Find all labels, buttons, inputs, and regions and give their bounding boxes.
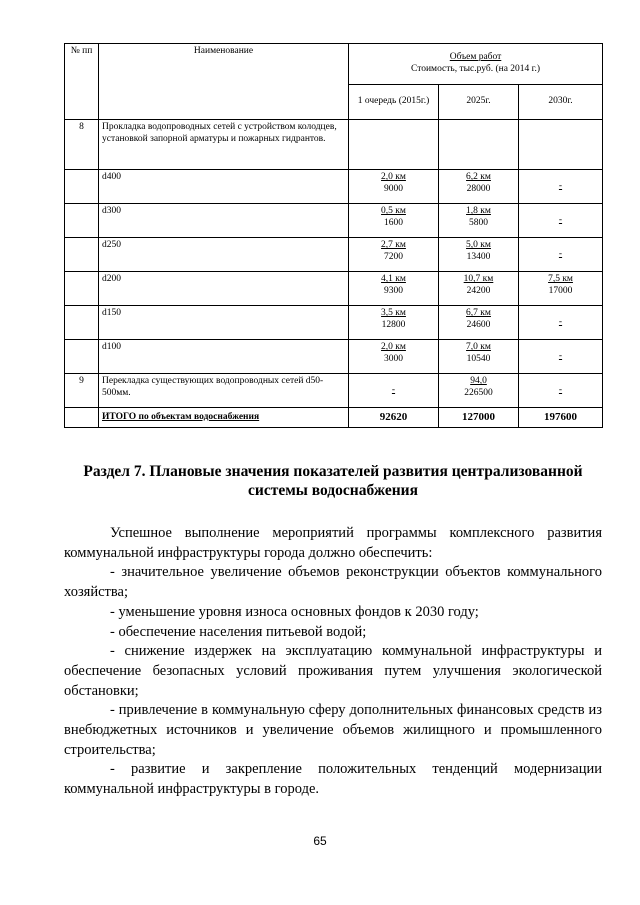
row-c3 — [519, 340, 603, 374]
bullet-item: - развитие и закрепление положительных тенденций модернизации коммунальной инфраструктуры в городе. — [64, 761, 602, 798]
cost-value: 7200 — [384, 251, 403, 262]
row-name: d400 — [99, 170, 349, 204]
header-col3: 2030г. — [519, 85, 603, 120]
cost-value: 5800 — [469, 217, 488, 228]
intro-paragraph: Успешное выполнение мероприятий программы комплексного развития коммунальной инфраструктуры города должно обеспечить: — [64, 525, 602, 561]
cost-value: 12800 — [381, 319, 406, 330]
row-c1 — [349, 272, 439, 306]
row-num: 8 — [65, 120, 99, 170]
length-value: 4,1 км — [381, 274, 406, 284]
row-c2 — [439, 272, 519, 306]
row-num — [65, 272, 99, 306]
row-name: d200 — [99, 272, 349, 306]
length-value: 7,5 км — [548, 274, 573, 284]
row-num: 9 — [65, 374, 99, 408]
row-c1 — [349, 306, 439, 340]
section-heading: Раздел 7. Плановые значения показателей развития централизованной системы водоснабжения — [83, 463, 583, 499]
cost-value: 1600 — [384, 217, 403, 228]
length-value: 6,7 км — [466, 308, 491, 318]
table-row — [65, 170, 603, 204]
bullet-item: - уменьшение уровня износа основных фондов к 2030 году; — [110, 603, 479, 620]
row-c3 — [519, 170, 603, 204]
row-c2 — [439, 340, 519, 374]
page-number: 65 — [313, 834, 327, 848]
row-c1 — [349, 374, 439, 408]
row-num — [65, 204, 99, 238]
works-table — [64, 43, 603, 428]
section-body — [64, 524, 602, 800]
cost-value: 9300 — [384, 285, 403, 296]
header-name: Наименование — [99, 44, 349, 120]
row-c3 — [519, 238, 603, 272]
row-name: d100 — [99, 340, 349, 374]
total-num — [65, 408, 99, 428]
header-col1: 1 очередь (2015г.) — [349, 85, 439, 120]
dash-mark: - — [391, 384, 396, 395]
total-c1: 92620 — [349, 408, 439, 428]
cost-value: 9000 — [384, 183, 403, 194]
header-volume: Объем работ — [449, 52, 502, 63]
row-num — [65, 340, 99, 374]
total-label — [99, 408, 349, 428]
table-row — [65, 272, 603, 306]
header-num: № пп — [65, 44, 99, 120]
cost-value: 28000 — [466, 183, 491, 194]
cost-value: 24600 — [466, 319, 491, 330]
length-value: 1,8 км — [466, 206, 491, 216]
length-value: 5,0 км — [466, 240, 491, 250]
cost-value: 13400 — [466, 251, 491, 262]
row-num — [65, 306, 99, 340]
dash-mark: - — [558, 316, 563, 327]
table-row — [65, 306, 603, 340]
table-row — [65, 204, 603, 238]
bullet-item: - обеспечение населения питьевой водой; — [110, 623, 367, 640]
length-value: 7,0 км — [466, 342, 491, 352]
row-c2 — [439, 120, 519, 170]
row-c2 — [439, 306, 519, 340]
row-name: d300 — [99, 204, 349, 238]
cost-value: 24200 — [466, 285, 491, 296]
table-row — [65, 340, 603, 374]
table-row — [65, 374, 603, 408]
row-c2 — [439, 170, 519, 204]
length-value: 3,5 км — [381, 308, 406, 318]
row-c3 — [519, 204, 603, 238]
dash-mark: - — [558, 214, 563, 225]
bullet-item: - значительное увеличение объемов реконструкции объектов коммунального хозяйства; — [64, 564, 602, 601]
row-c1 — [349, 238, 439, 272]
length-value: 2,0 км — [381, 172, 406, 182]
row-c3 — [519, 272, 603, 306]
table-row — [65, 120, 603, 170]
bullet-item: - привлечение в коммунальную сферу дополнительных финансовых средств из внебюджетных источников и увеличение объемов жилищного и промышленного строительства; — [64, 702, 602, 758]
row-c1 — [349, 120, 439, 170]
header-col2: 2025г. — [439, 85, 519, 120]
length-value: 2,7 км — [381, 240, 406, 250]
row-c3 — [519, 374, 603, 408]
header-cost: Стоимость, тыс.руб. (на 2014 г.) — [410, 64, 541, 74]
row-c2 — [439, 204, 519, 238]
dash-mark: - — [558, 180, 563, 191]
dash-mark: - — [558, 248, 563, 259]
total-c3: 197600 — [519, 408, 603, 428]
length-value: 0,5 км — [381, 206, 406, 216]
row-c2 — [439, 374, 519, 408]
dash-mark: - — [558, 350, 563, 361]
cost-value: 3000 — [384, 353, 403, 364]
total-label-text: ИТОГО по объектам водоснабжения — [102, 411, 260, 422]
table-row — [65, 238, 603, 272]
row-name: Перекладка существующих водопроводных сетей d50-500мм. — [99, 374, 349, 408]
row-name: Прокладка водопроводных сетей с устройством колодцев, установкой запорной арматуры и пожарных гидрантов. — [99, 120, 349, 170]
total-c2: 127000 — [439, 408, 519, 428]
length-value: 6,2 км — [466, 172, 491, 182]
row-c1 — [349, 170, 439, 204]
length-value: 2,0 км — [381, 342, 406, 352]
length-value: 10,7 км — [463, 274, 494, 284]
row-name: d150 — [99, 306, 349, 340]
row-num — [65, 170, 99, 204]
bullet-item: - снижение издержек на эксплуатацию коммунальной инфраструктуры и обеспечение безопасных условий проживания путем улучшения экологической обстановки; — [64, 643, 602, 699]
row-name: d250 — [99, 238, 349, 272]
cost-value: 226500 — [464, 387, 493, 398]
cost-value: 17000 — [548, 285, 573, 296]
row-c3 — [519, 306, 603, 340]
header-volume-cost — [349, 44, 603, 85]
length-value: 94,0 — [470, 376, 487, 386]
row-c2 — [439, 238, 519, 272]
dash-mark: - — [558, 384, 563, 395]
row-c1 — [349, 204, 439, 238]
row-c3 — [519, 120, 603, 170]
row-num — [65, 238, 99, 272]
cost-value: 10540 — [466, 353, 491, 364]
row-c1 — [349, 340, 439, 374]
